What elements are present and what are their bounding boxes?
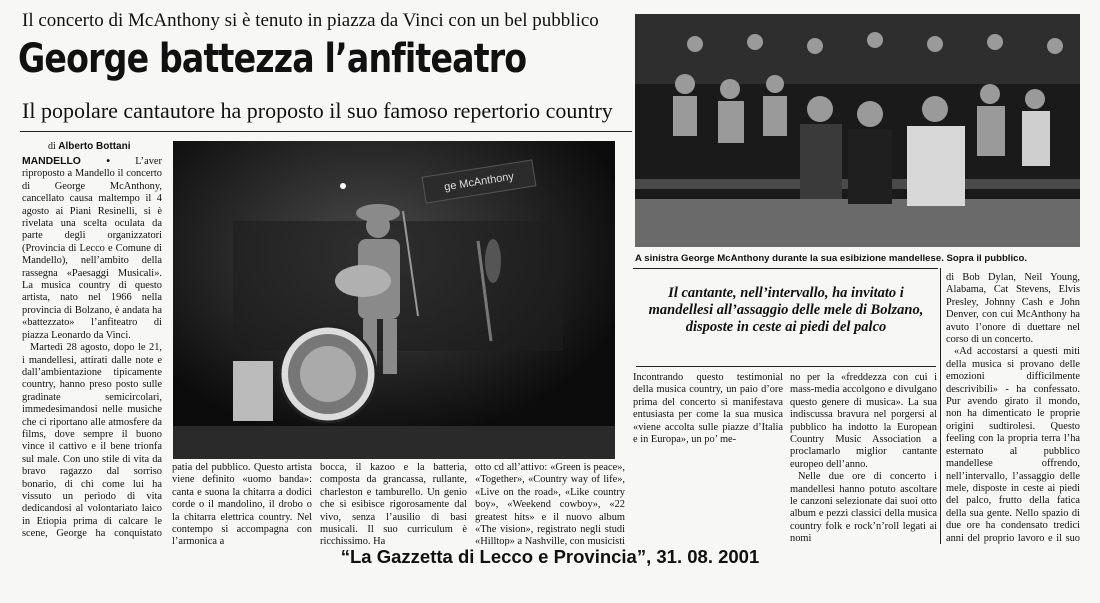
kicker: Il concerto di McAnthony si è tenuto in piazza da Vinci con un bel pubblico: [22, 10, 599, 31]
article-column-4-top: otto cd all’attivo: «Green is peace», «Together», «Country way of life», «Live on the road», «Like country boy», «Weekend cowboy», «22 greatest hits» e il nuovo album «The vision», registrato negli studi «Hilltop» a Nashville, con musicisti: [475, 462, 625, 546]
pull-quote: Il cantante, nell’intervallo, ha invitato i mandellesi all’assaggio delle mele di Bolzano, disposte in ceste ai piedi del palco: [648, 285, 924, 335]
paragraph: di Bob Dylan, Neil Young, Alabama, Cat Stevens, Elvis Presley, Johnny Cash e John Denver, con cui McAnthony ha avuto l’onore di duettare nel corso di un concerto.: [946, 272, 1080, 346]
photo-caption: A sinistra George McAnthony durante la sua esibizione mandellese. Sopra il pubblico.: [635, 253, 1028, 264]
column-divider: [940, 268, 941, 544]
audience-photo-image: [635, 14, 1080, 247]
paragraph: Nelle due ore di concerto i mandellesi hanno potuto ascoltare le canzoni selezionate dai suoi otto album e pezzi classici della musica country folk e rock’n’roll legati ai nomi: [790, 471, 937, 544]
subheadline: Il popolare cantautore ha proposto il suo famoso repertorio country: [22, 98, 613, 123]
byline-author: Alberto Bottani: [58, 141, 131, 152]
article-column-3: bocca, il kazoo e la batteria, composta da grancassa, rullante, charleston e tamburello. Un genio che si esibisce rigorosamente dal vivo, senza l’ausilio di basi musicali. Il suo curriculum è ricchissimo. Ha: [320, 462, 467, 546]
paragraph: L’aver riproposto a Mandello il concerto di George McAnthony, cancellato causa maltempo il 4 agosto ai Piani Resinelli, si è rivelata una scelta oculata da parte degli organizzatori (Provincia di Lecco e Comune di Mandello), nell’ambito della rassegna «Paesaggi Musicali». La musica country di questo artista, nato nel 1966 nella provincia di Bolzano, è andata ha «battezzato» l’anfiteatro di piazza Leonardo da Vinci.: [22, 156, 162, 341]
guitar: [335, 265, 391, 297]
byline-prefix: di: [48, 141, 56, 152]
dateline: MANDELLO •: [22, 156, 111, 167]
concert-photo-image: [173, 141, 615, 459]
audience-photo: [635, 14, 1080, 247]
article-column-5: [790, 372, 937, 544]
paragraph: Incontrando questo testimonial della musica country, un paio d’ore prima del concerto si manifestava entusiasta per come la sua musica «viene accolta sulle piazze d’Italia e in Europa», un po’ me-: [633, 372, 783, 446]
bass-drum: [280, 326, 376, 422]
article-column-2: patia del pubblico. Questo artista viene definito «uomo banda»: canta e suona la chitarra a dodici corde o il mandolino, il drobo o la chitarra elettrica country. Nel contempo si accompagna con l’armonica a: [172, 462, 312, 546]
article-column-4: [633, 372, 783, 544]
concert-photo: [173, 141, 615, 459]
paragraph: no per la «freddezza con cui i mass-media accolgono e divulgano questo genere di musica». La sua indiscussa bravura nel porgersi al pubblico ha indotto la European Country Music Association a proclamarlo miglior cantante europeo dell’anno.: [790, 372, 937, 470]
paragraph: «Ad accostarsi a questi miti della musica si provano delle emozioni difficilmente descrivibili» - ha confessato. Pur avendo girato il mondo, non ha dimenticato le proprie origini sudtirolesi. Questo feeling con la propria terra l’ha esternato al pubblico mandellese offrendo, nell’intervallo, l’assaggio delle mele, disposte in ceste ai piedi del palco, frutto della fatica della sua gente. Nello spazio di due ore ha condensato tredici anni del proprio lavoro e il suo: [946, 346, 1080, 544]
divider: [636, 366, 936, 367]
divider: [20, 131, 632, 132]
divider: [633, 268, 938, 269]
article-column-6: [946, 272, 1080, 544]
byline: [48, 141, 131, 152]
headline: George battezza l’anfiteatro: [18, 36, 527, 82]
source-citation: “La Gazzetta di Lecco e Provincia”, 31. 08. 2001: [340, 546, 760, 567]
paragraph: Martedì 28 agosto, dopo le 21, i mandellesi, attirati dalle note e dall’ambientazione tipicamente country, hanno preso posto sulle gradinate semicircolari, immedesimandosi nelle musiche che ci riportano alle atmosfere da films, dove sempre il buono vince il cattivo e il bene trionfa sul male. Con uno stile di vita da bravo ragazzo dal sorriso bonario, di chi come lui ha vissuto un periodo di vita dedicandosi al volontariato laico in Etiopia prima di calcare le scene, George ha conquistato: [22, 342, 162, 540]
stage-banner: ge McAnthony: [422, 159, 537, 203]
article-column-1: [22, 156, 162, 542]
